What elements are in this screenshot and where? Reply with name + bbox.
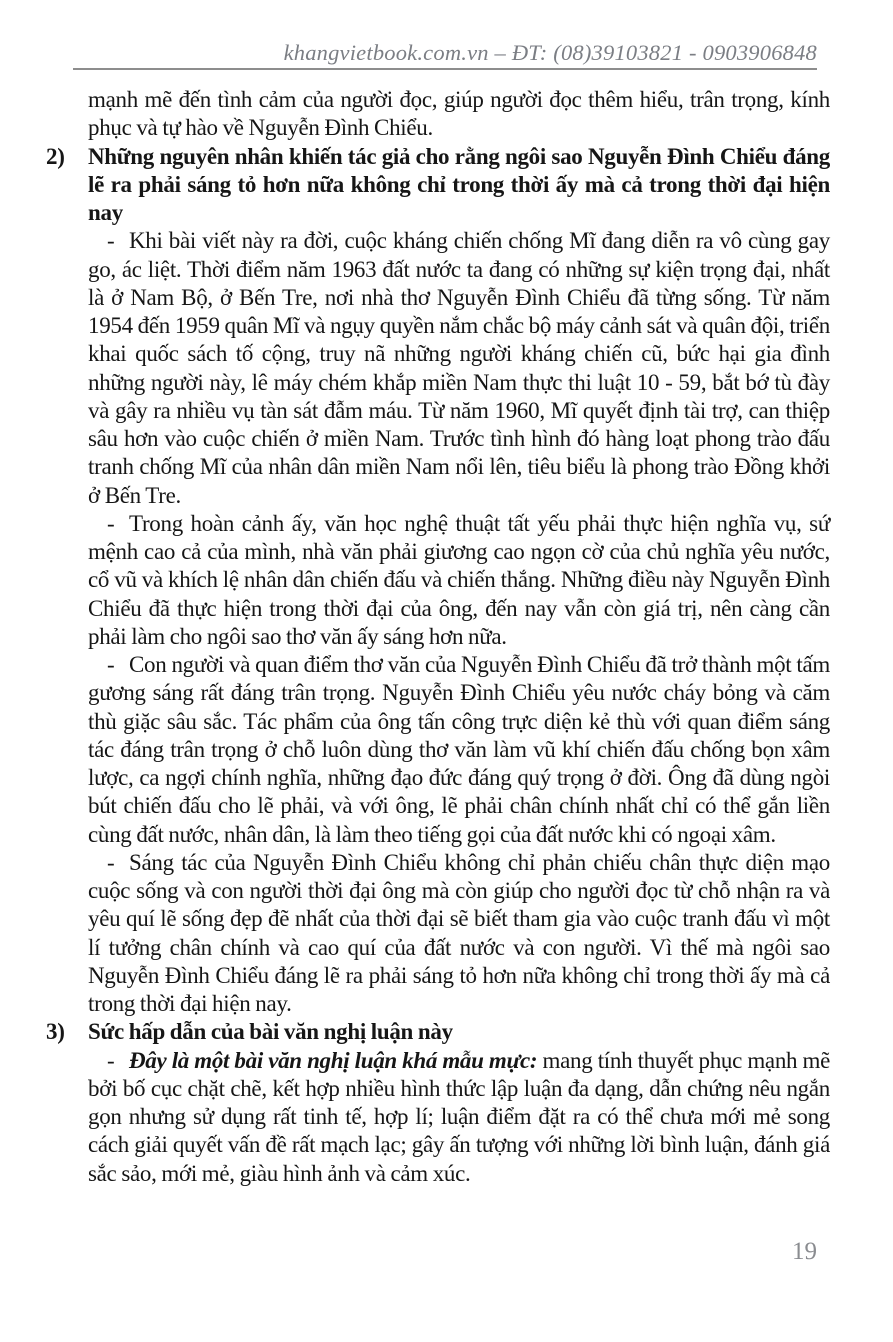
section-3-heading [46,1018,830,1046]
bullet-paragraph-literature-mission [88,510,830,651]
bullet-text: mang tính thuyết phục mạnh mẽ bởi bố cục chặt chẽ, kết hợp nhiều hình thức lập luận đa dạng, dẫn chứng nêu ngắn gọn nhưng sử dụng rất tinh tế, hợp lí; luận điểm đặt ra có thể chưa mới mẻ song cách giải quyết vấn đề rất mạch lạc; gây ấn tượng với những lời bình luận, đánh giá sắc sảo, mới mẻ, giàu hình ảnh và cảm xúc. [88,1047,830,1186]
section-2-title: Những nguyên nhân khiến tác giả cho rằng ngôi sao Nguyễn Đình Chiểu đáng lẽ ra phải sáng tỏ hơn nữa không chỉ trong thời ấy mà cả trong thời đại hiện nay [88,143,830,225]
bullet-text: Con người và quan điểm thơ văn của Nguyễn Đình Chiểu đã trở thành một tấm gương sáng rất đáng trân trọng. Nguyễn Đình Chiểu yêu nước cháy bỏng và căm thù giặc sâu sắc. Tác phẩm của ông tấn công trực diện kẻ thù với quan điểm sáng tác đáng trân trọng ở chỗ luôn dùng thơ văn làm vũ khí chiến đấu chống bọn xâm lược, ca ngợi chính nghĩa, những đạo đức đáng quý trọng ở đời. Ông đã dùng ngòi bút chiến đấu cho lẽ phải, và với ông, lẽ phải chân chính nhất chỉ có thể gắn liền cùng đất nước, nhân dân, là làm theo tiếng gọi của đất nước khi có ngoại xâm. [88,652,830,847]
header-website-phone: khangvietbook.com.vn – ĐT: (08)39103821 - 0903906848 [283,40,817,65]
bullet-text: Khi bài viết này ra đời, cuộc kháng chiến chống Mĩ đang diễn ra vô cùng gay go, ác liệt. Thời điểm năm 1963 đất nước ta đang có những sự kiện trọng đại, nhất là ở Nam Bộ, ở Bến Tre, nơi nhà thơ Nguyễn Đình Chiểu đã từng sống. Từ năm 1954 đến 1959 quân Mĩ và ngụy quyền nắm chắc bộ máy cảnh sát và quân đội, triển khai quốc sách tố cộng, truy nã những người kháng chiến cũ, bức hại gia đình những người này, lê máy chém khắp miền Nam thực thi luật 10 - 59, bắt bớ tù đày và gây ra nhiều vụ tàn sát đẫm máu. Từ năm 1960, Mĩ quyết định tài trợ, can thiệp sâu hơn vào cuộc chiến ở miền Nam. Trước tình hình đó hàng loạt phong trào đấu tranh chống Mĩ của nhân dân miền Nam nổi lên, tiêu biểu là phong trào Đồng khởi ở Bến Tre. [88,228,830,508]
bullet-paragraph-historical-context [88,227,830,510]
paragraph-intro [88,86,830,143]
bullet-paragraph-works-value [88,849,830,1019]
page-number: 19 [792,1238,817,1265]
dash-marker: - [107,652,115,677]
bullet-text: Trong hoàn cảnh ấy, văn học nghệ thuật tất yếu phải thực hiện nghĩa vụ, sứ mệnh cao cả của mình, nhà văn phải giương cao ngọn cờ của chủ nghĩa yêu nước, cổ vũ và khích lệ nhân dân chiến đấu và chiến thắng. Những điều này Nguyễn Đình Chiểu đã thực hiện trong thời đại của ông, đến nay vẫn còn giá trị, nên càng cần phải làm cho ngôi sao thơ văn ấy sáng hơn nữa. [88,510,830,649]
section-2-heading [46,143,830,228]
dash-marker: - [107,849,115,875]
bullet-paragraph-essay-appeal [88,1047,830,1188]
dash-marker: - [107,1047,115,1073]
dash-marker: - [107,510,115,536]
header-divider [73,68,817,70]
bullet-text: Sáng tác của Nguyễn Đình Chiểu không chỉ phản chiếu chân thực diện mạo cuộc sống và con người thời đại ông mà còn giúp cho người đọc từ chỗ nhận ra và yêu quí lẽ sống đẹp đẽ nhất của thời đại sẽ biết tham gia vào cuộc tranh đấu vì một lí tưởng chân chính và cao quí của đất nước và con người. Vì thế mà ngôi sao Nguyễn Đình Chiểu đáng lẽ ra phải sáng tỏ hơn nữa không chỉ trong thời ấy mà cả trong thời đại hiện nay. [88,849,830,1016]
section-2-number: 2) [46,143,65,169]
dash-marker: - [107,228,115,254]
bullet-lead-bold-italic: Đây là một bài văn nghị luận khá mẫu mực: [129,1047,538,1073]
intro-text: mạnh mẽ đến tình cảm của người đọc, giúp người đọc thêm hiểu, trân trọng, kính phục và tự hào về Nguyễn Đình Chiểu. [88,87,830,141]
section-3-number: 3) [46,1019,65,1045]
bullet-paragraph-viewpoint [88,651,830,849]
page-body [46,86,830,1188]
section-3-title: Sức hấp dẫn của bài văn nghị luận này [88,1019,453,1045]
